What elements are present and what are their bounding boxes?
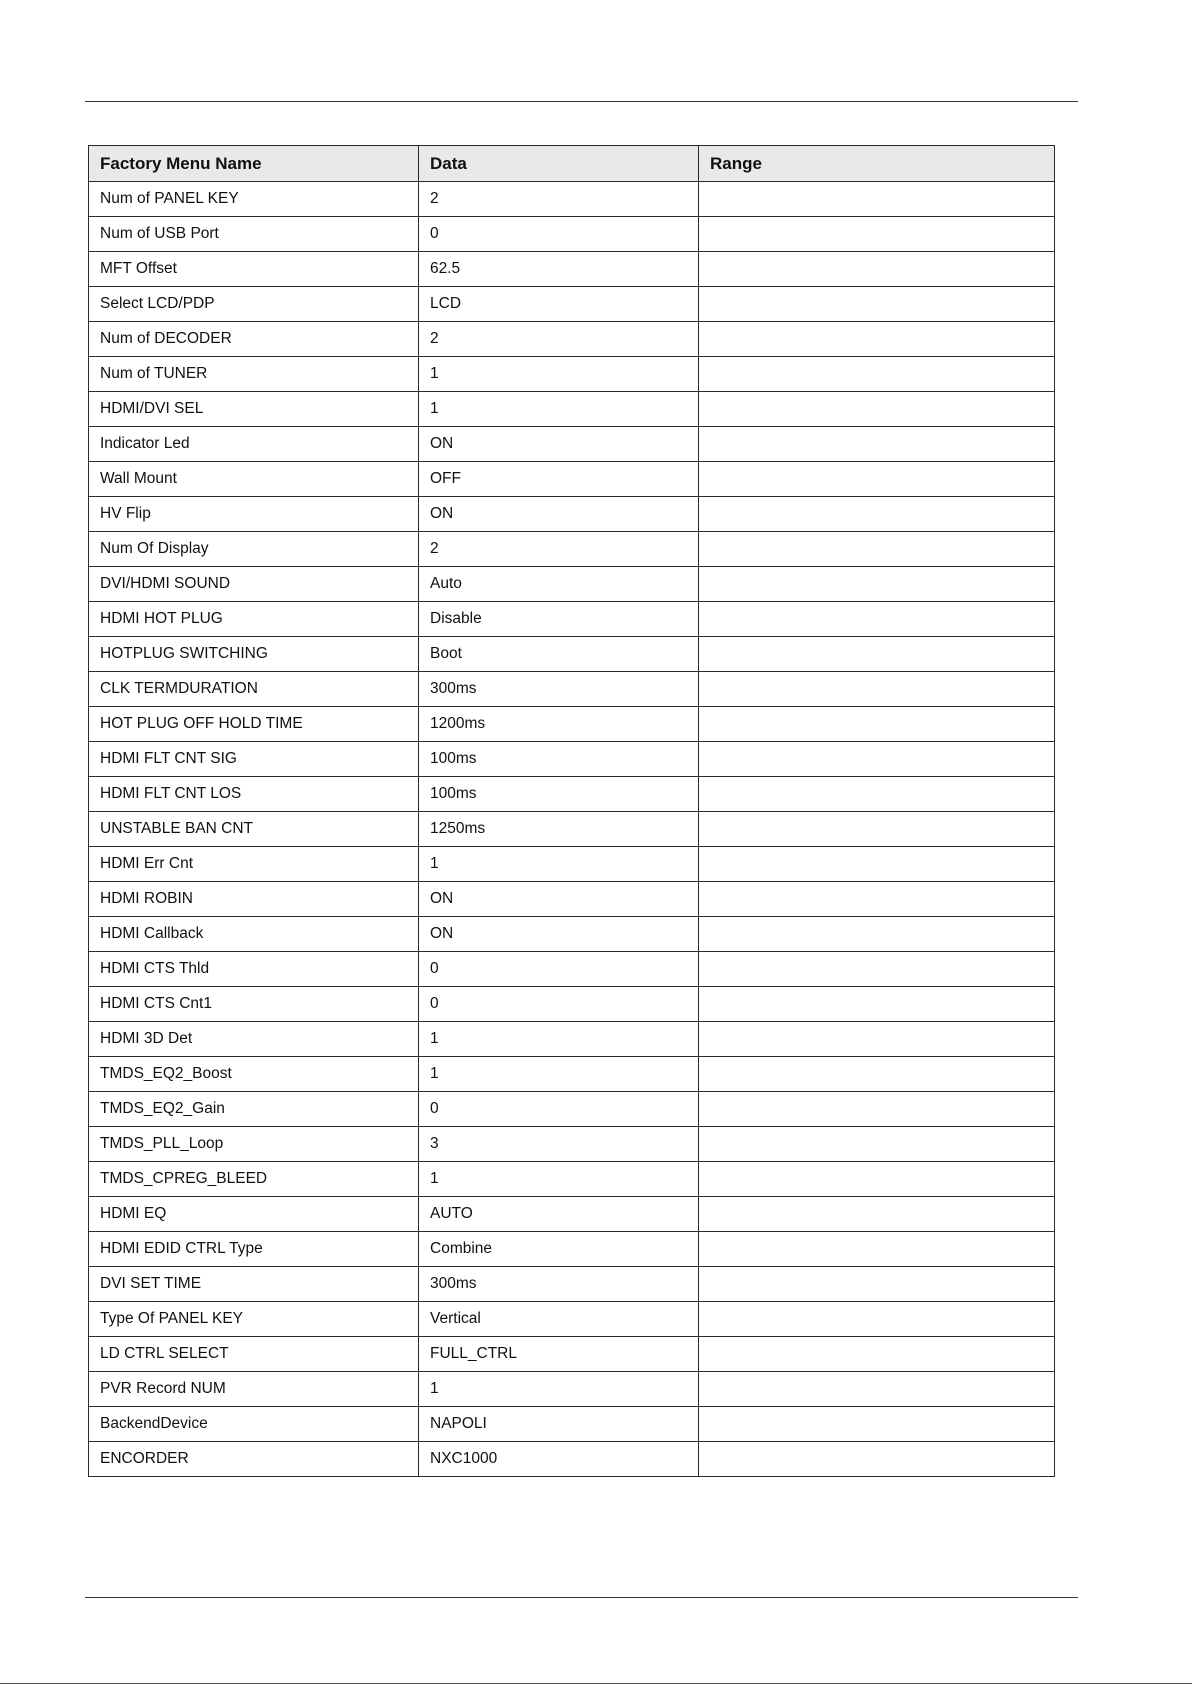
- table-row: [89, 252, 1055, 287]
- table-row: [89, 357, 1055, 392]
- cell-data: ON: [419, 917, 699, 952]
- cell-factory-menu-name: Num of PANEL KEY: [89, 182, 419, 217]
- cell-factory-menu-name: ENCORDER: [89, 1442, 419, 1477]
- cell-range: [699, 742, 1055, 777]
- cell-range: [699, 1302, 1055, 1337]
- table-row: [89, 217, 1055, 252]
- cell-factory-menu-name: Select LCD/PDP: [89, 287, 419, 322]
- cell-factory-menu-name: DVI/HDMI SOUND: [89, 567, 419, 602]
- cell-range: [699, 637, 1055, 672]
- table-row: [89, 1302, 1055, 1337]
- page-edge-rule: [0, 1683, 1192, 1684]
- cell-range: [699, 707, 1055, 742]
- cell-range: [699, 952, 1055, 987]
- table-row: [89, 917, 1055, 952]
- factory-menu-table: [88, 145, 1055, 1477]
- table-row: [89, 392, 1055, 427]
- cell-range: [699, 427, 1055, 462]
- column-header-data: Data: [419, 146, 699, 182]
- cell-factory-menu-name: HDMI EDID CTRL Type: [89, 1232, 419, 1267]
- cell-factory-menu-name: Num of DECODER: [89, 322, 419, 357]
- cell-range: [699, 462, 1055, 497]
- table-row: [89, 602, 1055, 637]
- cell-factory-menu-name: BackendDevice: [89, 1407, 419, 1442]
- cell-factory-menu-name: Num Of Display: [89, 532, 419, 567]
- table-row: [89, 707, 1055, 742]
- footer-rule: [85, 1597, 1078, 1598]
- cell-factory-menu-name: HDMI CTS Thld: [89, 952, 419, 987]
- cell-factory-menu-name: Num of USB Port: [89, 217, 419, 252]
- table-row: [89, 287, 1055, 322]
- table-row: [89, 672, 1055, 707]
- table-row: [89, 1022, 1055, 1057]
- cell-data: 300ms: [419, 672, 699, 707]
- cell-factory-menu-name: HDMI EQ: [89, 1197, 419, 1232]
- cell-factory-menu-name: TMDS_PLL_Loop: [89, 1127, 419, 1162]
- cell-range: [699, 812, 1055, 847]
- table-row: [89, 742, 1055, 777]
- cell-factory-menu-name: HDMI FLT CNT SIG: [89, 742, 419, 777]
- cell-range: [699, 1022, 1055, 1057]
- cell-factory-menu-name: HDMI ROBIN: [89, 882, 419, 917]
- table-row: [89, 637, 1055, 672]
- cell-data: Boot: [419, 637, 699, 672]
- cell-factory-menu-name: HV Flip: [89, 497, 419, 532]
- cell-range: [699, 567, 1055, 602]
- cell-data: NXC1000: [419, 1442, 699, 1477]
- cell-data: FULL_CTRL: [419, 1337, 699, 1372]
- cell-range: [699, 987, 1055, 1022]
- cell-data: 0: [419, 987, 699, 1022]
- table-row: [89, 497, 1055, 532]
- cell-factory-menu-name: HDMI Callback: [89, 917, 419, 952]
- table-row: [89, 777, 1055, 812]
- table-row: [89, 1057, 1055, 1092]
- cell-factory-menu-name: TMDS_CPREG_BLEED: [89, 1162, 419, 1197]
- cell-data: 0: [419, 217, 699, 252]
- cell-data: 1: [419, 847, 699, 882]
- cell-data: 1: [419, 357, 699, 392]
- table-row: [89, 952, 1055, 987]
- table-row: [89, 1372, 1055, 1407]
- cell-data: LCD: [419, 287, 699, 322]
- cell-range: [699, 672, 1055, 707]
- table-row: [89, 462, 1055, 497]
- table-row: [89, 427, 1055, 462]
- cell-factory-menu-name: Wall Mount: [89, 462, 419, 497]
- cell-data: NAPOLI: [419, 1407, 699, 1442]
- cell-data: 100ms: [419, 777, 699, 812]
- cell-range: [699, 182, 1055, 217]
- cell-data: 100ms: [419, 742, 699, 777]
- cell-data: 1: [419, 1162, 699, 1197]
- cell-range: [699, 1232, 1055, 1267]
- cell-range: [699, 882, 1055, 917]
- table-row: [89, 847, 1055, 882]
- cell-range: [699, 1162, 1055, 1197]
- cell-range: [699, 1057, 1055, 1092]
- table-row: [89, 322, 1055, 357]
- cell-data: 2: [419, 182, 699, 217]
- cell-factory-menu-name: HDMI Err Cnt: [89, 847, 419, 882]
- cell-range: [699, 917, 1055, 952]
- table-row: [89, 1127, 1055, 1162]
- cell-range: [699, 322, 1055, 357]
- table-row: [89, 1162, 1055, 1197]
- table-row: [89, 1232, 1055, 1267]
- cell-range: [699, 357, 1055, 392]
- cell-range: [699, 497, 1055, 532]
- cell-data: 2: [419, 532, 699, 567]
- table-row: [89, 1337, 1055, 1372]
- cell-data: 1: [419, 392, 699, 427]
- cell-data: Disable: [419, 602, 699, 637]
- cell-factory-menu-name: PVR Record NUM: [89, 1372, 419, 1407]
- cell-data: 1200ms: [419, 707, 699, 742]
- cell-range: [699, 1337, 1055, 1372]
- table-row: [89, 567, 1055, 602]
- cell-range: [699, 1407, 1055, 1442]
- cell-factory-menu-name: CLK TERMDURATION: [89, 672, 419, 707]
- cell-factory-menu-name: UNSTABLE BAN CNT: [89, 812, 419, 847]
- cell-data: Auto: [419, 567, 699, 602]
- table-row: [89, 1197, 1055, 1232]
- table-row: [89, 1092, 1055, 1127]
- cell-factory-menu-name: HOTPLUG SWITCHING: [89, 637, 419, 672]
- column-header-range: Range: [699, 146, 1055, 182]
- cell-data: 0: [419, 952, 699, 987]
- cell-factory-menu-name: HDMI CTS Cnt1: [89, 987, 419, 1022]
- header-rule: [85, 101, 1078, 102]
- cell-range: [699, 287, 1055, 322]
- table-row: [89, 812, 1055, 847]
- table-row: [89, 182, 1055, 217]
- cell-data: 3: [419, 1127, 699, 1162]
- cell-factory-menu-name: HDMI/DVI SEL: [89, 392, 419, 427]
- cell-range: [699, 1267, 1055, 1302]
- table-row: [89, 987, 1055, 1022]
- cell-range: [699, 847, 1055, 882]
- cell-data: OFF: [419, 462, 699, 497]
- cell-factory-menu-name: MFT Offset: [89, 252, 419, 287]
- cell-factory-menu-name: TMDS_EQ2_Gain: [89, 1092, 419, 1127]
- cell-data: 62.5: [419, 252, 699, 287]
- table-body: [89, 182, 1055, 1477]
- cell-factory-menu-name: Num of TUNER: [89, 357, 419, 392]
- table-row: [89, 1407, 1055, 1442]
- cell-range: [699, 217, 1055, 252]
- cell-data: ON: [419, 427, 699, 462]
- table-row: [89, 1442, 1055, 1477]
- cell-data: Combine: [419, 1232, 699, 1267]
- cell-data: Vertical: [419, 1302, 699, 1337]
- cell-range: [699, 1127, 1055, 1162]
- table-row: [89, 882, 1055, 917]
- cell-factory-menu-name: LD CTRL SELECT: [89, 1337, 419, 1372]
- cell-data: 0: [419, 1092, 699, 1127]
- table-header-row: [89, 146, 1055, 182]
- cell-data: 300ms: [419, 1267, 699, 1302]
- cell-range: [699, 532, 1055, 567]
- cell-data: 1: [419, 1022, 699, 1057]
- cell-range: [699, 1442, 1055, 1477]
- cell-data: 1: [419, 1057, 699, 1092]
- cell-range: [699, 392, 1055, 427]
- cell-range: [699, 252, 1055, 287]
- cell-factory-menu-name: DVI SET TIME: [89, 1267, 419, 1302]
- cell-factory-menu-name: HOT PLUG OFF HOLD TIME: [89, 707, 419, 742]
- cell-factory-menu-name: HDMI HOT PLUG: [89, 602, 419, 637]
- cell-range: [699, 1092, 1055, 1127]
- cell-factory-menu-name: HDMI 3D Det: [89, 1022, 419, 1057]
- cell-factory-menu-name: TMDS_EQ2_Boost: [89, 1057, 419, 1092]
- column-header-factory-menu-name: Factory Menu Name: [89, 146, 419, 182]
- cell-range: [699, 1197, 1055, 1232]
- cell-factory-menu-name: Indicator Led: [89, 427, 419, 462]
- table-row: [89, 1267, 1055, 1302]
- cell-data: 2: [419, 322, 699, 357]
- cell-range: [699, 1372, 1055, 1407]
- table-row: [89, 532, 1055, 567]
- cell-data: AUTO: [419, 1197, 699, 1232]
- cell-factory-menu-name: Type Of PANEL KEY: [89, 1302, 419, 1337]
- cell-data: ON: [419, 882, 699, 917]
- cell-data: ON: [419, 497, 699, 532]
- cell-data: 1250ms: [419, 812, 699, 847]
- cell-factory-menu-name: HDMI FLT CNT LOS: [89, 777, 419, 812]
- cell-range: [699, 777, 1055, 812]
- cell-range: [699, 602, 1055, 637]
- cell-data: 1: [419, 1372, 699, 1407]
